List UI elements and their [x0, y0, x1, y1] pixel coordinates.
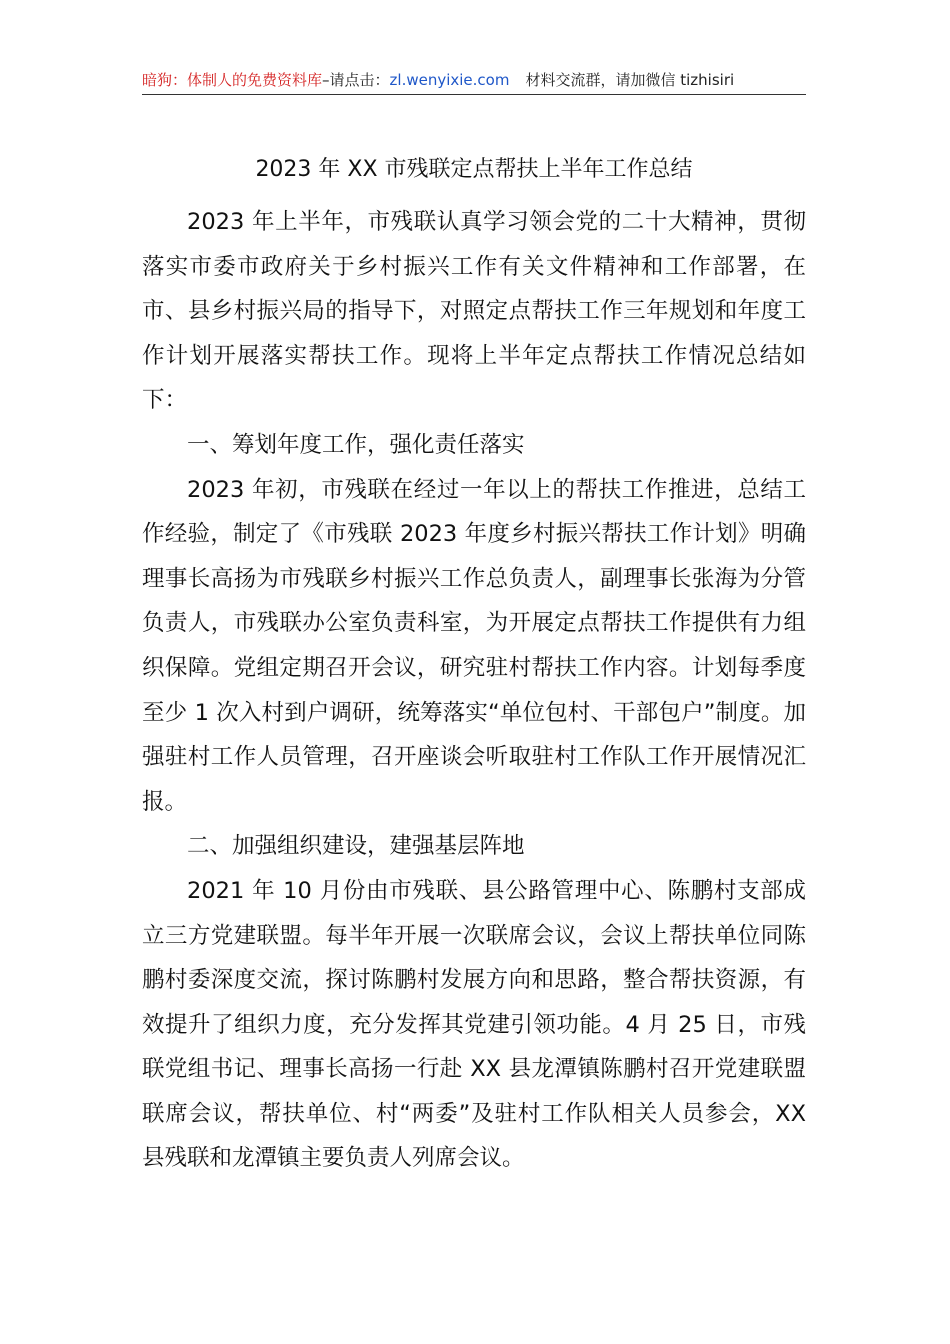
paragraph-section-1: 2023 年初，市残联在经过一年以上的帮扶工作推进，总结工作经验，制定了《市残联 2023 年度乡村振兴帮扶工作计划》明确理事长高扬为市残联乡村振兴工作总负责人，副理事长张海为分管负责人，市残联办公室负责科室，为开展定点帮扶工作提供有力组织保障。党组定期召开会议，研究驻村帮扶工作内容。计划每季度至少 1 次入村到户调研，统筹落实“单位包村、干部包户”制度。加强驻村工作人员管理，召开座谈会听取驻村工作队工作开展情况汇报。: [142, 476, 806, 815]
section-heading-1: 一、筹划年度工作，强化责任落实: [187, 431, 525, 458]
paragraph-intro: 2023 年上半年，市残联认真学习领会党的二十大精神，贯彻落实市委市政府关于乡村振兴工作有关文件精神和工作部署，在市、县乡村振兴局的指导下，对照定点帮扶工作三年规划和年度工作计划开展落实帮扶工作。现将上半年定点帮扶工作情况总结如下：: [142, 209, 806, 414]
section-heading-2: 二、加强组织建设，建强基层阵地: [187, 833, 525, 860]
header-wechat-note: 材料交流群，请加微信 tizhisiri: [525, 71, 735, 89]
paragraph-section-2: 2021 年 10 月份由市残联、县公路管理中心、陈鹏村支部成立三方党建联盟。每半年开展一次联席会议，会议上帮扶单位同陈鹏村委深度交流，探讨陈鹏村发展方向和思路，整合帮扶资源，有效提升了组织力度，充分发挥其党建引领功能。4 月 25 日，市残联党组书记、理事长高扬一行赴 XX 县龙潭镇陈鹏村召开党建联盟联席会议，帮扶单位、村“两委”及驻村工作队相关人员参会，XX 县残联和龙潭镇主要负责人列席会议。: [142, 877, 806, 1172]
header-divider: [142, 94, 806, 95]
header-site-name: 暗狗：体制人的免费资料库: [142, 71, 323, 89]
page-header: [142, 66, 806, 94]
document-body: [142, 200, 806, 1181]
header-url-link[interactable]: zl.wenyixie.com: [389, 71, 510, 89]
document-title: 2023 年 XX 市残联定点帮扶上半年工作总结: [255, 157, 693, 182]
header-click-label: –请点击：: [322, 71, 390, 89]
